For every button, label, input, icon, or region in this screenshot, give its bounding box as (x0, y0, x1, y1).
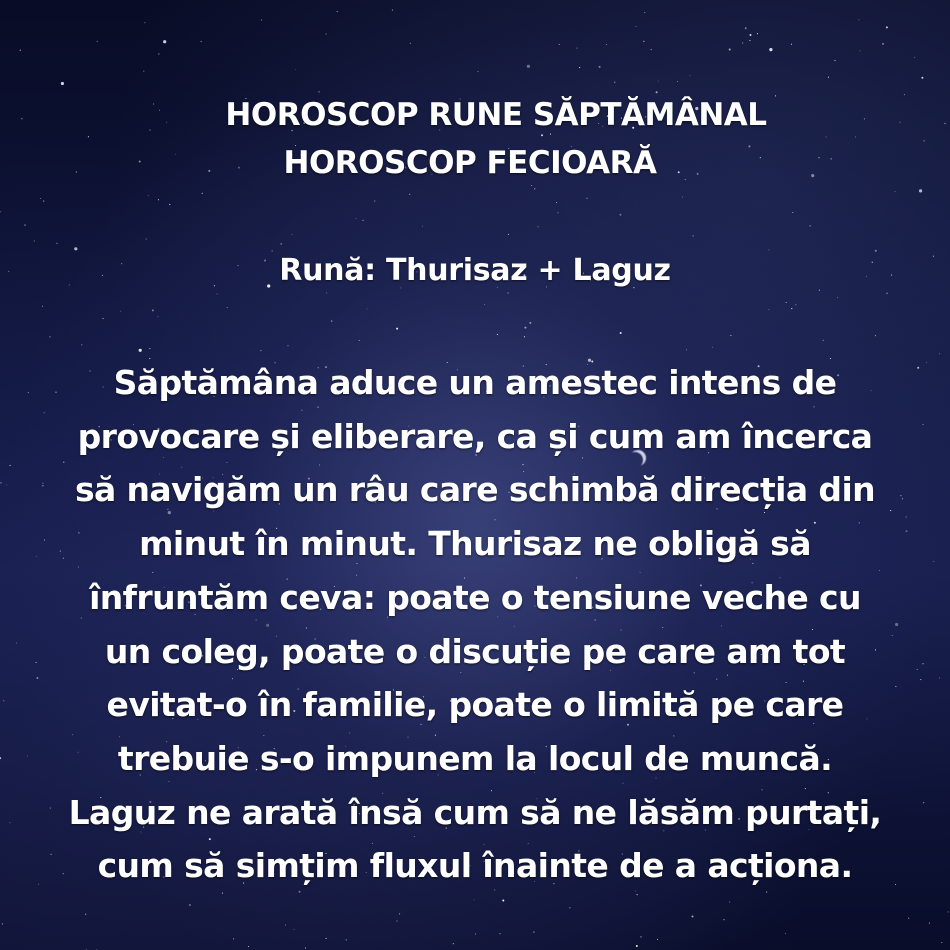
star (294, 929, 295, 930)
star (908, 918, 909, 919)
star (102, 318, 103, 319)
star (810, 225, 811, 226)
star (599, 66, 601, 68)
star (643, 41, 644, 42)
star (527, 65, 530, 68)
star (326, 292, 327, 293)
star (248, 946, 249, 947)
star (929, 923, 930, 924)
star (637, 894, 638, 895)
star (742, 42, 743, 43)
star (61, 82, 64, 85)
star (318, 91, 319, 92)
star (158, 199, 159, 200)
star (692, 916, 694, 918)
star (201, 41, 202, 42)
star (42, 306, 43, 307)
star (305, 947, 306, 948)
star (146, 238, 147, 239)
star (43, 201, 44, 202)
star (0, 211, 1, 212)
star (859, 50, 860, 51)
star (3, 700, 4, 701)
star (538, 226, 539, 227)
star (261, 19, 262, 20)
star (826, 136, 827, 137)
star (508, 234, 509, 235)
star (139, 349, 142, 352)
star (948, 911, 949, 912)
star (422, 226, 423, 227)
star (81, 344, 82, 345)
body-line: Săptămâna aduce un amestec intens de (113, 363, 837, 402)
star (921, 77, 923, 79)
star (557, 212, 558, 213)
body-line: Laguz ne arată însă cum să ne lăsăm purtați, (68, 792, 882, 832)
star (396, 921, 397, 922)
star (569, 907, 570, 908)
star (855, 136, 856, 137)
star (367, 308, 368, 309)
body-line: un coleg, poate o discuție pe care am tot (104, 631, 846, 671)
star (529, 322, 531, 324)
body-line: înfruntăm ceva: poate o tensiune veche cu (89, 577, 861, 617)
star (828, 77, 829, 78)
star (291, 234, 292, 235)
star (148, 195, 149, 196)
star (939, 677, 940, 678)
star (837, 297, 838, 298)
star (636, 26, 637, 27)
star (795, 304, 796, 305)
star (730, 335, 731, 336)
star (886, 293, 887, 294)
star (693, 235, 694, 236)
star (939, 353, 940, 354)
star (326, 33, 327, 34)
body-line: cum să simțim fluxul înainte de a acționa. (97, 846, 853, 886)
star (886, 26, 888, 28)
star (534, 188, 535, 189)
star (651, 49, 652, 50)
star (579, 67, 580, 68)
star (640, 936, 641, 937)
star (88, 136, 89, 137)
star (644, 12, 645, 13)
star (217, 293, 218, 294)
star (786, 302, 787, 303)
star (757, 33, 758, 34)
star (834, 60, 835, 61)
star (919, 189, 922, 192)
star (586, 198, 587, 199)
star (56, 243, 57, 244)
star (477, 71, 478, 72)
star (158, 53, 159, 54)
star (399, 913, 400, 914)
star (712, 347, 713, 348)
star (924, 140, 925, 141)
star (875, 250, 877, 252)
star (750, 34, 752, 36)
rune-label: Rună: Thurisaz + Laguz (279, 253, 671, 288)
star (24, 225, 25, 226)
star (745, 27, 747, 29)
star (533, 932, 534, 933)
star (550, 134, 551, 135)
star (620, 332, 622, 334)
star (163, 40, 166, 43)
star (374, 201, 375, 202)
star (541, 134, 543, 136)
body-line: evitat-o în familie, poate o limită pe care (106, 685, 844, 725)
star (729, 49, 731, 51)
star (49, 336, 50, 337)
star (2, 923, 3, 924)
star (169, 204, 170, 205)
star (576, 48, 577, 49)
star (785, 933, 786, 934)
star (823, 340, 824, 341)
star (749, 40, 750, 41)
star (337, 11, 338, 12)
star (392, 10, 393, 11)
star (20, 50, 21, 51)
star (941, 942, 942, 943)
star (677, 81, 678, 82)
star (202, 193, 203, 194)
star (287, 345, 288, 346)
star (497, 334, 498, 335)
body-line: provocare și eliberare, ca și cum am încerca (77, 416, 873, 456)
star (524, 327, 526, 329)
star (690, 75, 691, 76)
star (502, 900, 504, 902)
star (656, 91, 658, 93)
star (144, 22, 145, 23)
star (157, 316, 158, 317)
star (475, 933, 476, 934)
star (410, 43, 411, 44)
title-line-1: HOROSCOP RUNE SĂPTĂMÂNAL (225, 97, 767, 133)
star (559, 44, 560, 45)
star (331, 321, 332, 322)
star (914, 57, 915, 58)
star (346, 939, 347, 940)
star (9, 822, 10, 823)
star (74, 247, 77, 250)
star (0, 482, 1, 483)
star (729, 902, 730, 903)
star (499, 933, 500, 934)
star (285, 925, 286, 926)
star (791, 308, 792, 309)
star (227, 307, 228, 308)
star (409, 194, 410, 195)
star (686, 349, 687, 350)
star (280, 243, 282, 245)
star (636, 945, 638, 947)
star (85, 914, 86, 915)
star (682, 197, 683, 198)
star (272, 250, 273, 251)
star (768, 249, 769, 250)
star (233, 938, 234, 939)
body-line: trebuie s-o impunem la locul de muncă. (117, 738, 833, 778)
star (769, 48, 772, 51)
star (882, 43, 884, 45)
star (10, 465, 11, 466)
horoscope-body (20, 356, 930, 893)
star (16, 643, 17, 644)
star (531, 185, 532, 186)
star (295, 69, 296, 70)
star (508, 292, 509, 293)
star (658, 81, 659, 82)
star (933, 561, 934, 562)
star (143, 71, 144, 72)
star (396, 328, 398, 330)
star (858, 19, 859, 20)
star (260, 350, 261, 351)
star (149, 348, 150, 349)
star (474, 899, 475, 900)
star (484, 304, 485, 305)
star (0, 757, 1, 759)
star (6, 484, 7, 485)
star (657, 939, 658, 940)
star (768, 309, 769, 310)
star (875, 335, 876, 336)
body-line: să navigăm un râu care schimbă direcția din (74, 470, 876, 510)
star (894, 191, 895, 192)
star (326, 938, 327, 939)
star (40, 198, 41, 199)
star (362, 220, 363, 221)
star (556, 202, 557, 203)
star (359, 340, 360, 341)
star (189, 904, 191, 906)
star (614, 82, 615, 83)
star (356, 218, 357, 219)
star (120, 311, 121, 312)
star (97, 41, 98, 42)
title-line-2: HOROSCOP FECIOARĂ (283, 145, 657, 181)
star (791, 44, 792, 45)
star (152, 309, 154, 311)
star (904, 94, 905, 95)
star (792, 212, 793, 213)
star (723, 919, 724, 920)
star (524, 336, 525, 337)
star (453, 943, 454, 944)
body-line: minut în minut. Thurisaz ne obligă să (139, 524, 811, 564)
star (606, 44, 607, 45)
star (34, 241, 35, 242)
star (619, 214, 621, 216)
star (819, 290, 820, 291)
